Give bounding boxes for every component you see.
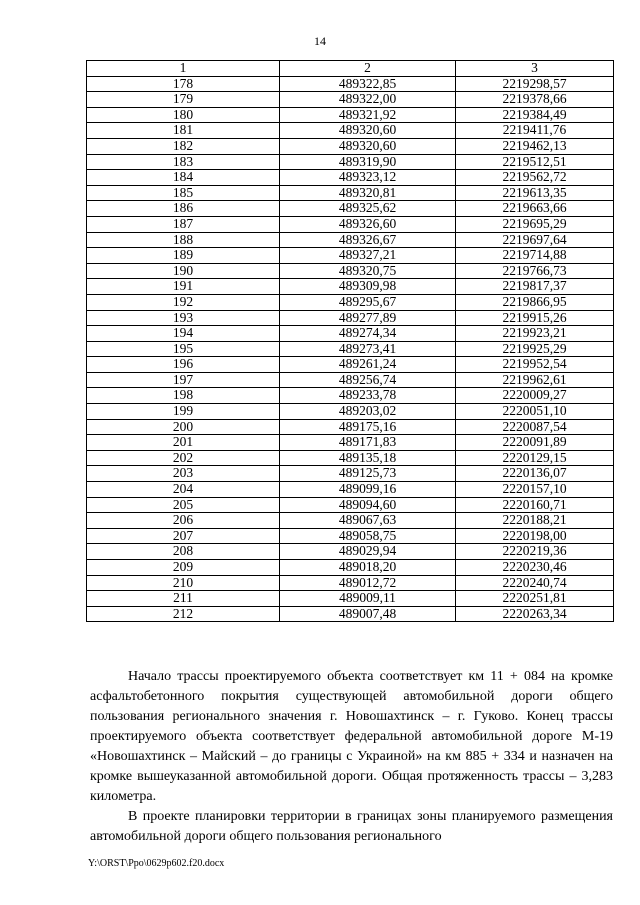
table-cell: 197 [87,372,280,388]
table-row [87,606,614,622]
table-cell: 489326,60 [280,216,456,232]
body-text [90,667,613,847]
table-cell: 180 [87,107,280,123]
table-cell: 2220219,36 [456,544,614,560]
table-cell: 489029,94 [280,544,456,560]
table-row [87,310,614,326]
table-row [87,591,614,607]
table-cell: 2220188,21 [456,513,614,529]
table-cell: 2219411,76 [456,123,614,139]
table-cell: 2220091,89 [456,435,614,451]
table-cell: 2219915,26 [456,310,614,326]
table-cell: 2219817,37 [456,279,614,295]
table-cell: 2219298,57 [456,76,614,92]
table-cell: 2219962,61 [456,372,614,388]
table-row [87,372,614,388]
table-cell: 489067,63 [280,513,456,529]
table-cell: 489094,60 [280,497,456,513]
table-cell: 185 [87,185,280,201]
table-row [87,326,614,342]
table-cell: 201 [87,435,280,451]
table-cell: 2220251,81 [456,591,614,607]
table-cell: 489321,92 [280,107,456,123]
table-cell: 489322,00 [280,92,456,108]
table-cell: 196 [87,357,280,373]
table-cell: 200 [87,419,280,435]
table-row [87,123,614,139]
table-cell: 208 [87,544,280,560]
table-cell: 489009,11 [280,591,456,607]
table-row [87,357,614,373]
table-cell: 489319,90 [280,154,456,170]
table-cell: 489309,98 [280,279,456,295]
table-cell: 210 [87,575,280,591]
table-cell: 489058,75 [280,528,456,544]
table-cell: 199 [87,404,280,420]
table-cell: 2220157,10 [456,482,614,498]
table-cell: 181 [87,123,280,139]
table-cell: 2219952,54 [456,357,614,373]
table-cell: 2220136,07 [456,466,614,482]
table-cell: 188 [87,232,280,248]
table-cell: 489171,83 [280,435,456,451]
table-cell: 2219714,88 [456,248,614,264]
table-cell: 179 [87,92,280,108]
table-row [87,482,614,498]
table-row [87,107,614,123]
table-cell: 190 [87,263,280,279]
table-row [87,232,614,248]
table-cell: 489325,62 [280,201,456,217]
table-cell: 489125,73 [280,466,456,482]
table-row [87,263,614,279]
coordinates-table [86,60,614,622]
table-row [87,450,614,466]
table-row [87,388,614,404]
table-row [87,248,614,264]
table-cell: 489295,67 [280,294,456,310]
table-cell: 2219378,66 [456,92,614,108]
header-cell-2: 2 [280,61,456,77]
table-cell: 202 [87,450,280,466]
table-cell: 2219663,66 [456,201,614,217]
table-cell: 489277,89 [280,310,456,326]
table-cell: 2220240,74 [456,575,614,591]
table-cell: 489273,41 [280,341,456,357]
table-cell: 178 [87,76,280,92]
table-cell: 2220230,46 [456,560,614,576]
table-header-row [87,61,614,77]
table-row [87,154,614,170]
table-cell: 189 [87,248,280,264]
table-cell: 2219462,13 [456,138,614,154]
table-cell: 489323,12 [280,170,456,186]
table-row [87,341,614,357]
table-cell: 2219512,51 [456,154,614,170]
table-cell: 209 [87,560,280,576]
page-number: 14 [314,34,326,48]
table-cell: 212 [87,606,280,622]
table-cell: 489007,48 [280,606,456,622]
table-cell: 2220198,00 [456,528,614,544]
table-cell: 2219695,29 [456,216,614,232]
table-row [87,528,614,544]
header-cell-3: 3 [456,61,614,77]
table-cell: 203 [87,466,280,482]
table-row [87,513,614,529]
table-row [87,575,614,591]
table-row [87,138,614,154]
table-cell: 2219866,95 [456,294,614,310]
table-cell: 2219562,72 [456,170,614,186]
table-row [87,185,614,201]
table-row [87,544,614,560]
table-cell: 489256,74 [280,372,456,388]
table-cell: 489320,75 [280,263,456,279]
table-row [87,294,614,310]
table-cell: 489203,02 [280,404,456,420]
table-cell: 489233,78 [280,388,456,404]
table-cell: 2219766,73 [456,263,614,279]
table-cell: 489018,20 [280,560,456,576]
table-cell: 204 [87,482,280,498]
paragraph: Начало трассы проектируемого объекта соответствует км 11 + 084 на кромке асфальтобетонного покрытия существующей автомобильной дороги общего пользования регионального значения г. Новошахтинск – г. Гуково. Конец трассы проектируемого объекта соответствует федеральной автомобильной дороге М-19 «Новошахтинск – Майский – до границы с Украиной» на км 885 + 334 и назначен на кромке вышеуказанной автомобильной дороги. Общая протяженность трассы – 3,283 километра. [90,669,613,804]
table-cell: 2219923,21 [456,326,614,342]
table-cell: 489135,18 [280,450,456,466]
table-cell: 182 [87,138,280,154]
table-row [87,435,614,451]
table-cell: 2220129,15 [456,450,614,466]
table-cell: 2220087,54 [456,419,614,435]
file-path-footer: Y:\ORST\Ppo\0629p602.f20.docx [88,858,225,869]
header-cell-1: 1 [87,61,280,77]
table-row [87,404,614,420]
table-body [87,76,614,622]
table-cell: 194 [87,326,280,342]
table-cell: 2219613,35 [456,185,614,201]
table-row [87,92,614,108]
table-cell: 489012,72 [280,575,456,591]
table-cell: 489327,21 [280,248,456,264]
table-cell: 195 [87,341,280,357]
table-row [87,76,614,92]
table-cell: 186 [87,201,280,217]
table-cell: 489175,16 [280,419,456,435]
table-cell: 489274,34 [280,326,456,342]
table-cell: 2219697,64 [456,232,614,248]
table-cell: 489322,85 [280,76,456,92]
table-row [87,170,614,186]
table-cell: 183 [87,154,280,170]
table-cell: 2219384,49 [456,107,614,123]
table-cell: 489326,67 [280,232,456,248]
table-cell: 211 [87,591,280,607]
table-cell: 207 [87,528,280,544]
table-cell: 206 [87,513,280,529]
table-cell: 2220160,71 [456,497,614,513]
table-cell: 2220051,10 [456,404,614,420]
table-cell: 489320,60 [280,138,456,154]
table-row [87,216,614,232]
table-row [87,279,614,295]
table-row [87,560,614,576]
table-cell: 191 [87,279,280,295]
table-row [87,497,614,513]
table-cell: 2220263,34 [456,606,614,622]
table-cell: 489320,81 [280,185,456,201]
table-cell: 489261,24 [280,357,456,373]
table-cell: 193 [87,310,280,326]
table-cell: 184 [87,170,280,186]
table-cell: 187 [87,216,280,232]
table-cell: 192 [87,294,280,310]
table-row [87,201,614,217]
table-cell: 198 [87,388,280,404]
paragraph: В проекте планировки территории в границах зоны планируемого размещения автомобильной дороги общего пользования регионального [90,809,613,844]
table-row [87,419,614,435]
table-cell: 2220009,27 [456,388,614,404]
table-cell: 489099,16 [280,482,456,498]
table-cell: 2219925,29 [456,341,614,357]
table-row [87,466,614,482]
table-cell: 489320,60 [280,123,456,139]
table-cell: 205 [87,497,280,513]
